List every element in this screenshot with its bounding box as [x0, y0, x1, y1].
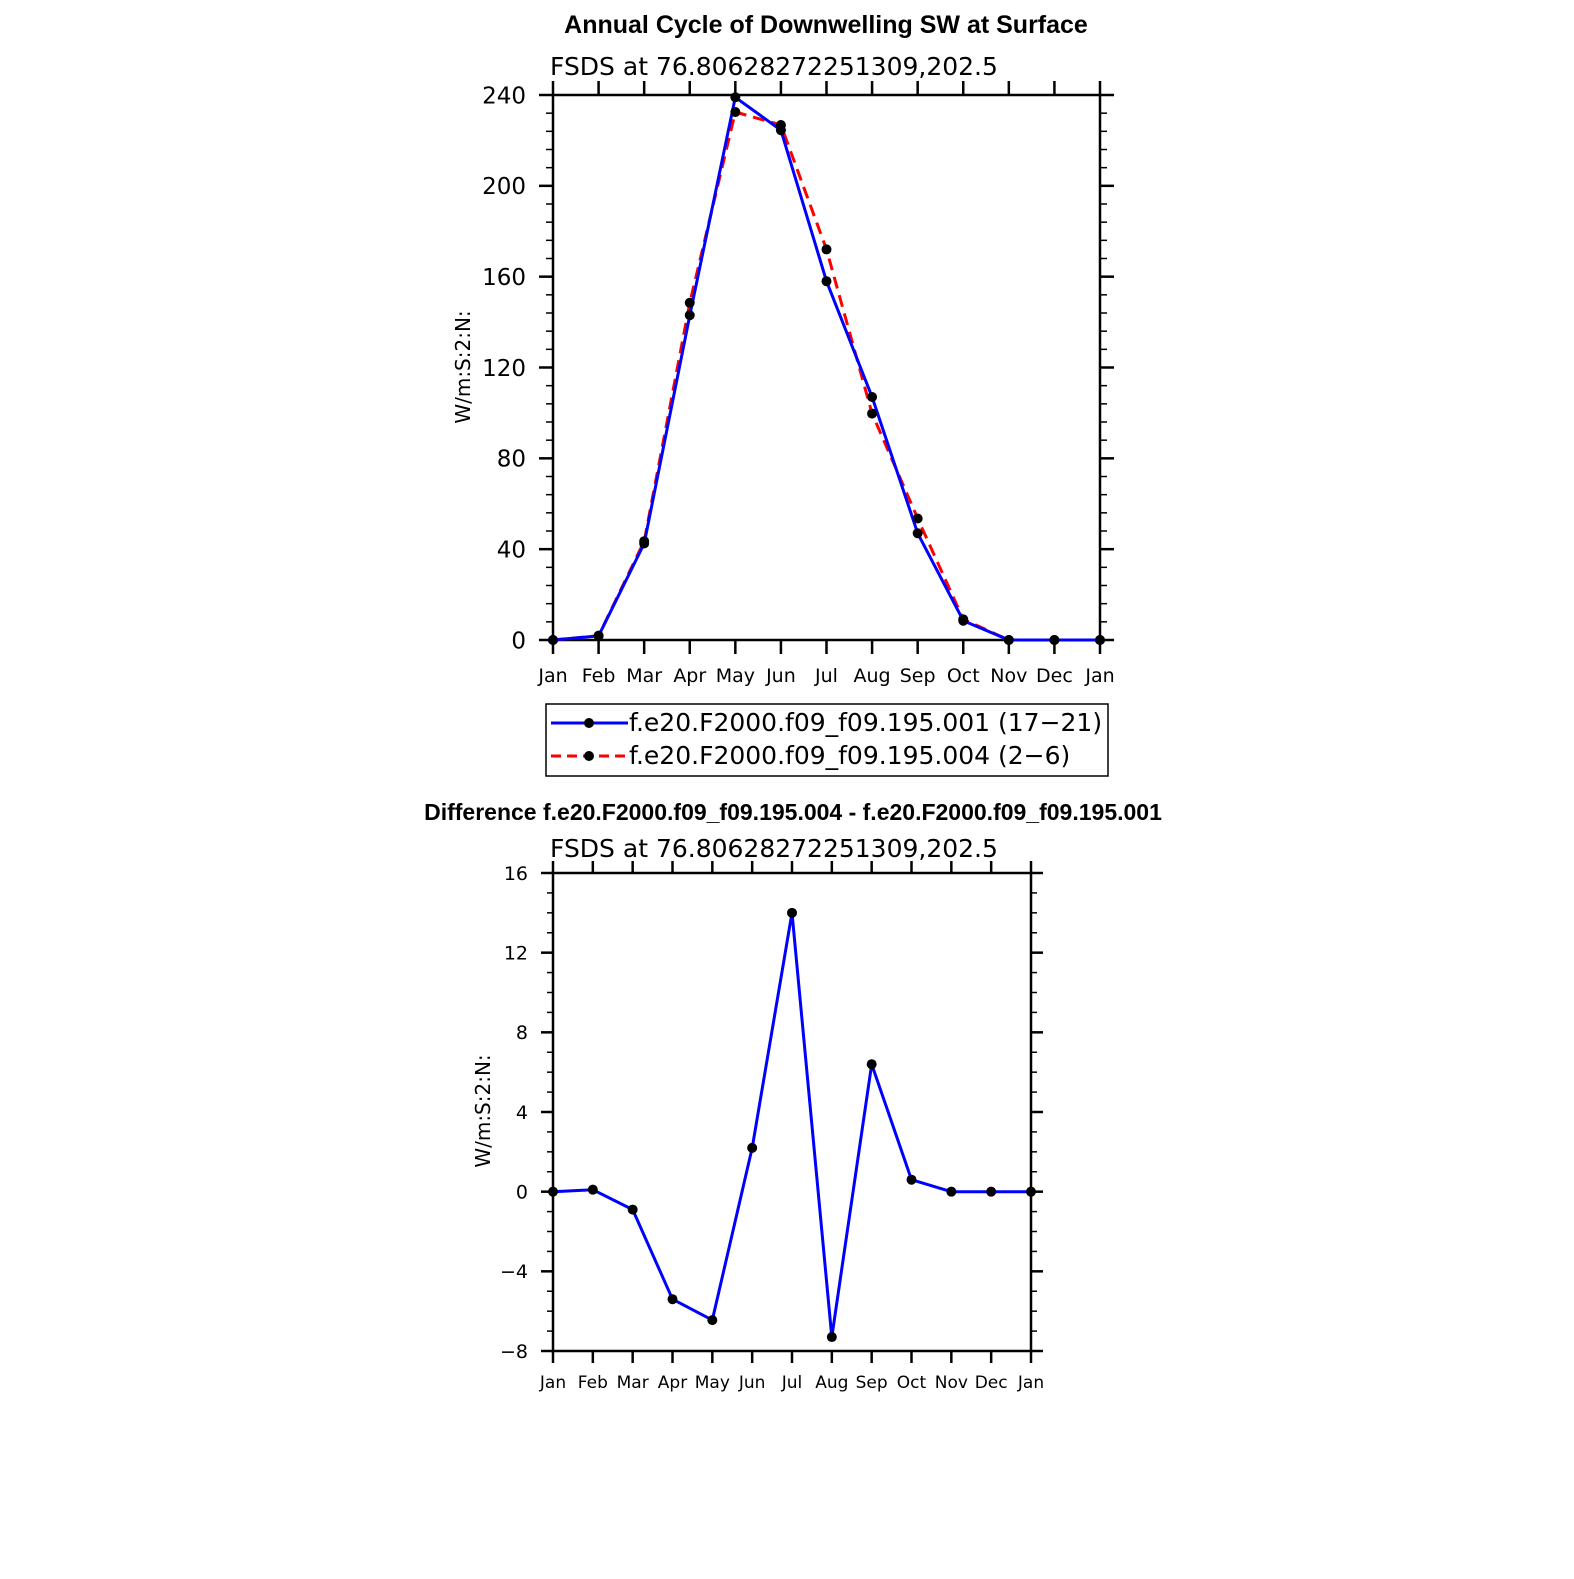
- x-tick-label: Nov: [934, 1373, 968, 1393]
- data-point-series-1: [548, 1187, 558, 1197]
- annual-cycle-chart: [451, 11, 1115, 776]
- data-point-series-1: [986, 1187, 996, 1197]
- data-point-series-2: [594, 631, 604, 641]
- legend-marker-series-1: [584, 718, 594, 728]
- data-point-series-2: [639, 536, 649, 546]
- y-tick-label: 80: [496, 446, 526, 473]
- x-tick-label: Jan: [1017, 1373, 1045, 1393]
- data-point-series-1: [707, 1315, 717, 1325]
- chart-title: Annual Cycle of Downwelling SW at Surface: [564, 11, 1088, 39]
- y-tick-label: 120: [482, 355, 526, 382]
- legend-label-series-2: f.e20.F2000.f09_f09.195.004 (2−6): [629, 741, 1071, 770]
- x-tick-label: Apr: [657, 1373, 688, 1393]
- x-tick-label: Feb: [577, 1373, 608, 1393]
- x-tick-label: Dec: [974, 1373, 1008, 1393]
- y-tick-label: −4: [499, 1261, 528, 1284]
- x-tick-label: Jan: [539, 1373, 567, 1393]
- x-tick-label: Jan: [1085, 665, 1115, 687]
- series-layer: [548, 92, 1105, 645]
- data-point-series-2: [685, 298, 695, 308]
- data-point-series-1: [867, 392, 877, 402]
- data-point-series-1: [867, 1059, 877, 1069]
- y-tick-label: 8: [515, 1022, 528, 1045]
- difference-chart: [424, 799, 1162, 1393]
- x-tick-label: Jan: [538, 665, 568, 687]
- x-tick-label: Apr: [673, 665, 707, 687]
- data-point-series-2: [867, 409, 877, 419]
- chart-title: Difference f.e20.F2000.f09_f09.195.004 - f.e20.F2000.f09_f09.195.001: [424, 799, 1162, 825]
- data-point-series-2: [1095, 635, 1105, 645]
- chart-subtitle: FSDS at 76.80628272251309,202.5: [550, 834, 998, 863]
- y-tick-label: 240: [482, 83, 526, 110]
- data-point-series-1: [685, 310, 695, 320]
- x-tick-label: Mar: [616, 1373, 649, 1393]
- x-tick-label: Dec: [1036, 665, 1073, 687]
- y-tick-label: 200: [482, 174, 526, 201]
- data-point-series-1: [747, 1143, 757, 1153]
- data-point-series-1: [913, 528, 923, 538]
- data-point-series-2: [730, 107, 740, 117]
- x-tick-label: May: [715, 665, 755, 687]
- axis-ticks: [500, 861, 1044, 1393]
- data-point-series-1: [946, 1187, 956, 1197]
- data-point-series-2: [776, 120, 786, 130]
- x-tick-label: Jul: [781, 1373, 803, 1393]
- x-tick-label: Feb: [581, 665, 616, 687]
- x-tick-label: Jul: [815, 665, 838, 687]
- x-tick-label: Aug: [815, 1373, 849, 1393]
- y-tick-label: 0: [515, 1181, 528, 1204]
- legend: [546, 704, 1108, 776]
- data-point-series-1: [588, 1185, 598, 1195]
- y-tick-label: −8: [499, 1340, 528, 1363]
- data-point-series-2: [913, 514, 923, 524]
- plot-frame: [553, 95, 1100, 640]
- x-tick-label: May: [694, 1373, 730, 1393]
- y-axis-label: W/m:S:2:N:: [451, 310, 475, 424]
- x-tick-label: Aug: [853, 665, 891, 687]
- data-point-series-2: [1049, 635, 1059, 645]
- data-point-series-1: [907, 1175, 917, 1185]
- y-tick-label: 16: [503, 862, 528, 885]
- x-tick-label: Mar: [626, 665, 663, 687]
- data-point-series-2: [1004, 635, 1014, 645]
- y-tick-label: 4: [515, 1101, 528, 1124]
- data-point-series-1: [827, 1332, 837, 1342]
- data-point-series-2: [822, 244, 832, 254]
- x-tick-label: Oct: [896, 1373, 927, 1393]
- x-tick-label: Jun: [766, 665, 796, 687]
- data-point-series-2: [958, 614, 968, 624]
- x-tick-label: Oct: [946, 665, 980, 687]
- data-point-series-2: [548, 635, 558, 645]
- plot-frame: [553, 873, 1031, 1351]
- legend-label-series-1: f.e20.F2000.f09_f09.195.001 (17−21): [629, 708, 1103, 737]
- data-point-series-1: [730, 92, 740, 102]
- x-tick-label: Sep: [855, 1373, 888, 1393]
- y-tick-label: 160: [482, 264, 526, 291]
- x-tick-label: Nov: [990, 665, 1028, 687]
- data-point-series-1: [1026, 1187, 1036, 1197]
- y-axis-label: W/m:S:2:N:: [471, 1054, 495, 1168]
- legend-marker-series-2: [584, 751, 594, 761]
- data-point-series-1: [822, 276, 832, 286]
- series-line-1: [553, 913, 1031, 1337]
- series-line-1: [553, 97, 1100, 640]
- y-tick-label: 0: [511, 628, 526, 655]
- chart-subtitle: FSDS at 76.80628272251309,202.5: [550, 52, 998, 81]
- data-point-series-1: [787, 908, 797, 918]
- x-tick-label: Jun: [738, 1373, 766, 1393]
- x-tick-label: Sep: [899, 665, 936, 687]
- y-tick-label: 40: [496, 537, 526, 564]
- series-layer: [548, 908, 1036, 1342]
- y-tick-label: 12: [503, 942, 528, 965]
- data-point-series-1: [628, 1205, 638, 1215]
- data-point-series-1: [668, 1294, 678, 1304]
